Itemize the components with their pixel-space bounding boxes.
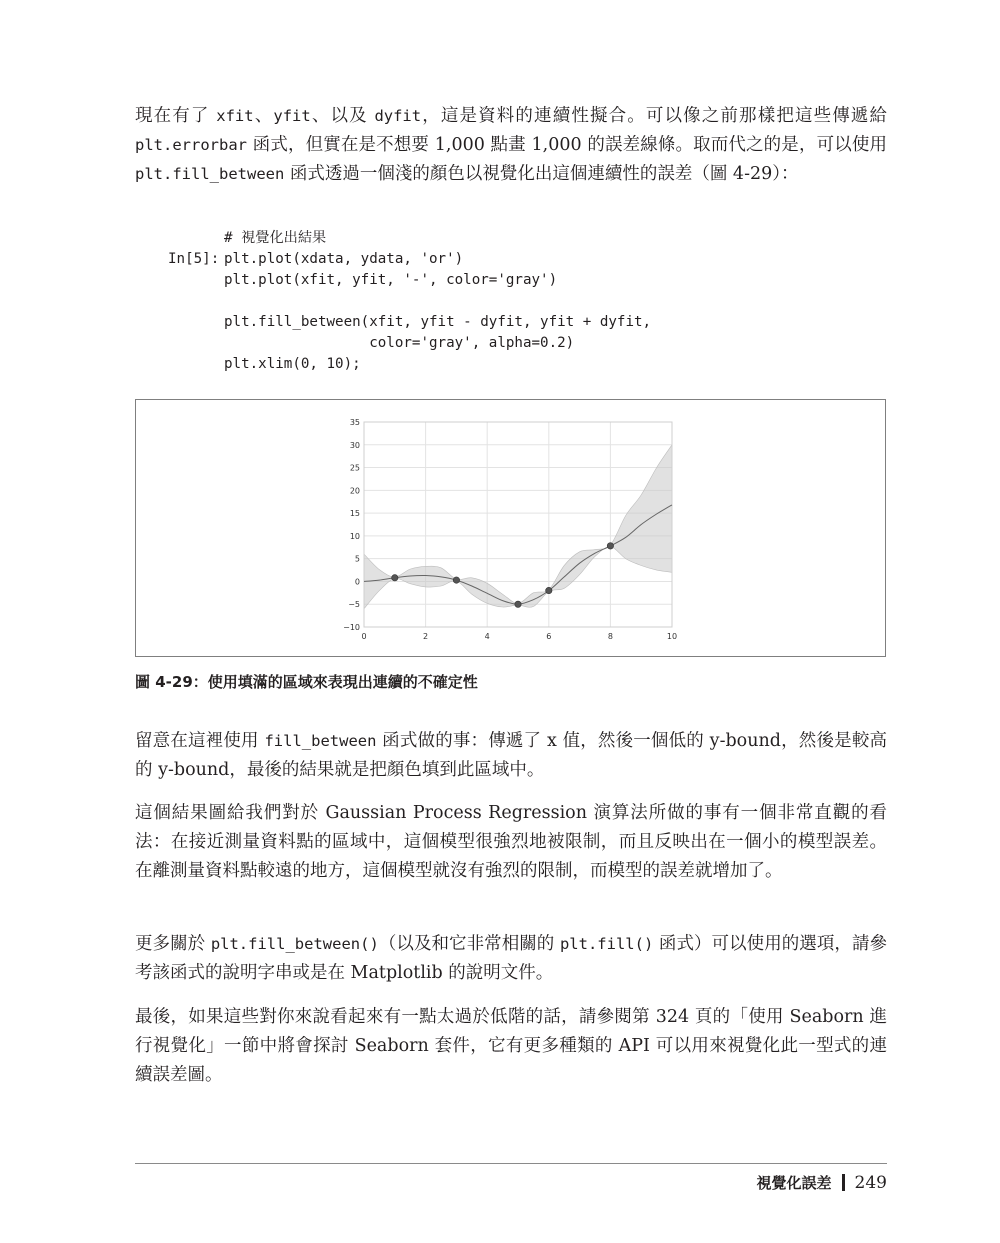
figure-caption: 圖 4-29：使用填滿的區域來表現出連續的不確定性: [135, 673, 478, 691]
footer-section-title: 視覺化誤差: [756, 1174, 832, 1192]
x-tick-label: 6: [546, 632, 552, 641]
y-tick-label: −10: [343, 623, 360, 632]
data-point: [515, 601, 521, 607]
data-point: [607, 543, 613, 549]
seaborn-paragraph: 最後，如果這些對你來說看起來有一點太過於低階的話，請參閱第 324 頁的「使用 Seaborn 進行視覺化」一節中將會探討 Seaborn 套件，它有更多種類的 API 可以用來視覺化此一型式的連續誤差圖。: [135, 1007, 887, 1085]
y-tick-label: 0: [354, 577, 360, 587]
inline-code-fill-between-2: fill_between: [264, 732, 377, 750]
inline-code-errorbar: plt.errorbar: [135, 136, 247, 154]
intro-text-1: 現在有了: [135, 106, 217, 126]
inline-code-fill-between-call: plt.fill_between(): [210, 935, 379, 953]
inline-code-yfit: yfit: [273, 107, 311, 125]
x-tick-label: 4: [484, 632, 490, 641]
footer-divider: [842, 1174, 845, 1191]
p4-text-1: 更多關於: [135, 934, 211, 954]
figure-frame: [135, 399, 886, 657]
page-number: 249: [854, 1172, 887, 1193]
y-tick-label: 20: [349, 486, 360, 496]
p2-text-2: 函式做的事：傳遞了 x 值，然後一個低的 y-bound，然後是較高的 y-bound，最後的結果就是把顏色填到此區域中。: [135, 731, 888, 780]
data-point: [392, 575, 398, 581]
y-tick-label: 30: [349, 440, 360, 450]
inline-code-xfit: xfit: [216, 107, 254, 125]
p4-text-2: （以及和它非常相關的: [378, 934, 560, 954]
p2-text-1: 留意在這裡使用: [135, 731, 265, 751]
fill-between-paragraph: [135, 727, 887, 785]
page-footer: [757, 1172, 887, 1193]
intro-paragraph: [135, 102, 887, 189]
code-listing: [168, 228, 652, 372]
data-point: [546, 587, 552, 593]
intro-text-3: 、以及: [310, 106, 375, 126]
intro-text-5: 函式，但實在是不想要 1,000 點畫 1,000 的誤差線條。取而代之的是，可以使用: [246, 135, 887, 155]
intro-text-2: 、: [253, 106, 274, 126]
y-tick-label: 10: [349, 531, 360, 541]
x-tick-label: 0: [361, 632, 367, 641]
y-tick-label: 5: [354, 554, 360, 564]
intro-text-6: 函式透過一個淺的顏色以視覺化出這個連續性的誤差（圖 4-29）：: [284, 164, 799, 184]
code-lines: # 視覺化出結果 plt.plot(xdata, ydata, 'or') plt.plot(xfit, yfit, '-', color='gray') plt.fill_between(xfit, yfit - dyfit, yfit + dyfit, color='gray', alpha=0.2) plt.xlim(0, 10);: [224, 230, 652, 372]
footer-rule: [135, 1163, 887, 1164]
intro-text-4: ，這是資料的連續性擬合。可以像之前那樣把這些傳遞給: [421, 106, 888, 126]
inline-code-fill-call: plt.fill(): [559, 935, 654, 953]
x-tick-label: 8: [607, 632, 613, 641]
more-options-paragraph: [135, 930, 887, 988]
p4-text-3: 函式）可以使用的選項，請參考該函式的說明字串或是在 Matplotlib 的說明文件。: [135, 934, 888, 983]
fill-between-chart: [136, 400, 885, 656]
x-tick-label: 10: [666, 632, 678, 641]
y-tick-label: 25: [349, 463, 360, 473]
inline-code-dyfit: dyfit: [374, 107, 422, 125]
inline-code-fill-between: plt.fill_between: [135, 165, 285, 183]
data-point: [453, 577, 459, 583]
code-prompt: In[5]:: [168, 251, 220, 267]
y-tick-label: 35: [349, 418, 360, 427]
error-band: [364, 445, 672, 609]
y-tick-label: −5: [348, 600, 360, 610]
y-tick-label: 15: [349, 509, 360, 519]
gpr-paragraph: 這個結果圖給我們對於 Gaussian Process Regression 演算法所做的事有一個非常直觀的看法：在接近測量資料點的區域中，這個模型很強烈地被限制，而且反映出在一個小的模型誤差。在離測量資料點較遠的地方，這個模型就沒有強烈的限制，而模型的誤差就增加了。: [135, 803, 887, 881]
x-tick-label: 2: [423, 632, 429, 641]
